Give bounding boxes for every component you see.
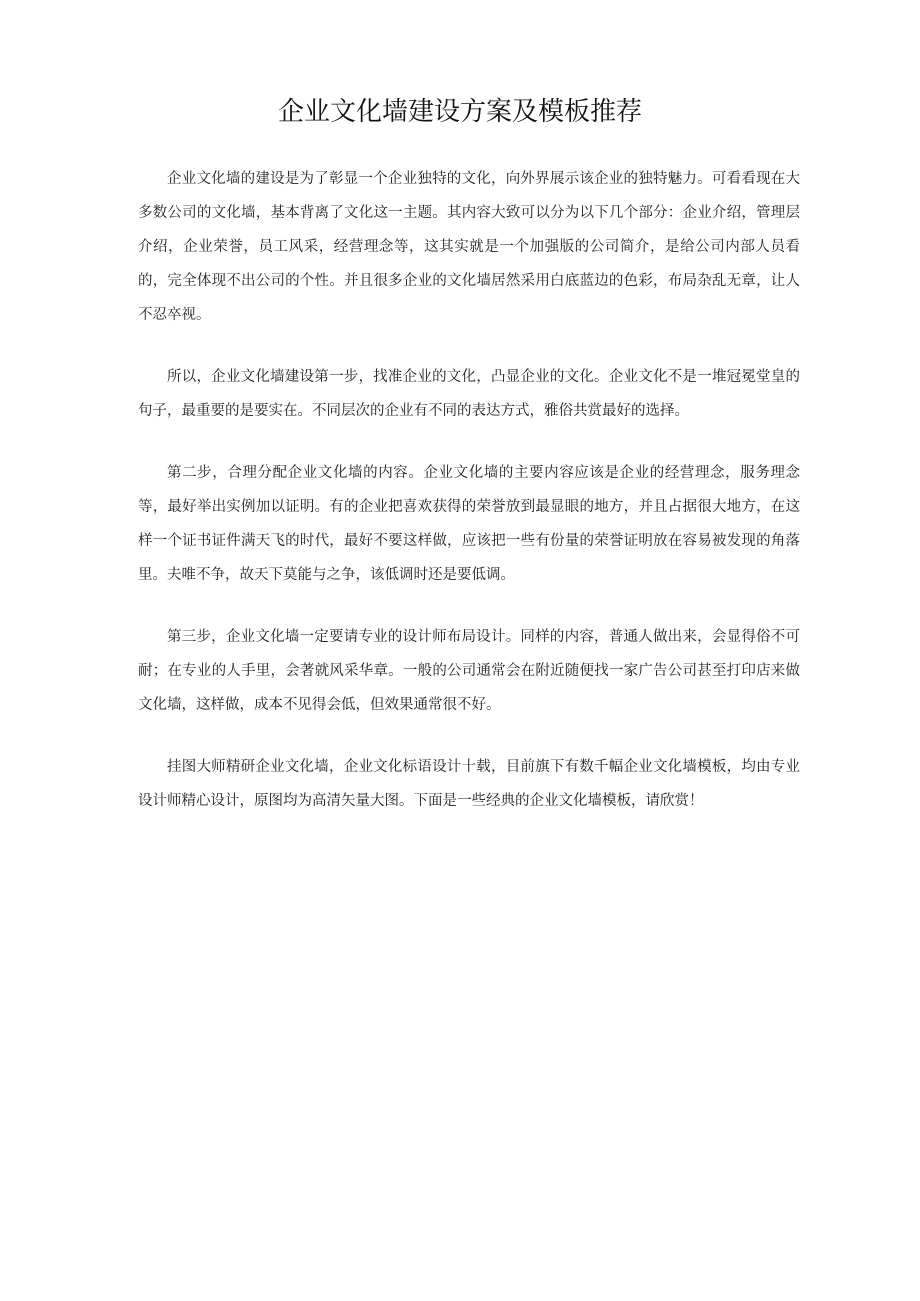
paragraph-3: 第二步，合理分配企业文化墙的内容。企业文化墙的主要内容应该是企业的经营理念，服务理念等，最好举出实例加以证明。有的企业把喜欢获得的荣誉放到最显眼的地方，并且占据很大地方，在这样一个证书证件满天飞的时代，最好不要这样做，应该把一些有份量的荣誉证明放在容易被发现的角落里。夫唯不争，故天下莫能与之争，该低调时还是要低调。 [138, 465, 800, 583]
page-title: 企业文化墙建设方案及模板推荐 [277, 97, 642, 127]
paragraph-2: 所以，企业文化墙建设第一步，找准企业的文化，凸显企业的文化。企业文化不是一堆冠冕堂皇的句子，最重要的是要实在。不同层次的企业有不同的表达方式，雅俗共赏最好的选择。 [138, 369, 800, 419]
document-body [138, 162, 800, 846]
paragraph-4: 第三步，企业文化墙一定要请专业的设计师布局设计。同样的内容，普通人做出来，会显得俗不可耐；在专业的人手里，会著就风采华章。一般的公司通常会在附近随便找一家广告公司甚至打印店来做文化墙，这样做，成本不见得会低，但效果通常很不好。 [138, 629, 800, 713]
paragraph-1: 企业文化墙的建设是为了彰显一个企业独特的文化，向外界展示该企业的独特魅力。可看看现在大多数公司的文化墙，基本背离了文化这一主题。其内容大致可以分为以下几个部分：企业介绍，管理层介绍，企业荣誉，员工风采，经营理念等，这其实就是一个加强版的公司简介，是给公司内部人员看的，完全体现不出公司的个性。并且很多企业的文化墙居然采用白底蓝边的色彩，布局杂乱无章，让人不忍卒视。 [138, 171, 800, 323]
paragraph-5: 挂图大师精研企业文化墙，企业文化标语设计十载，目前旗下有数千幅企业文化墙模板，均由专业设计师精心设计，原图均为高清矢量大图。下面是一些经典的企业文化墙模板，请欣赏！ [138, 759, 800, 809]
